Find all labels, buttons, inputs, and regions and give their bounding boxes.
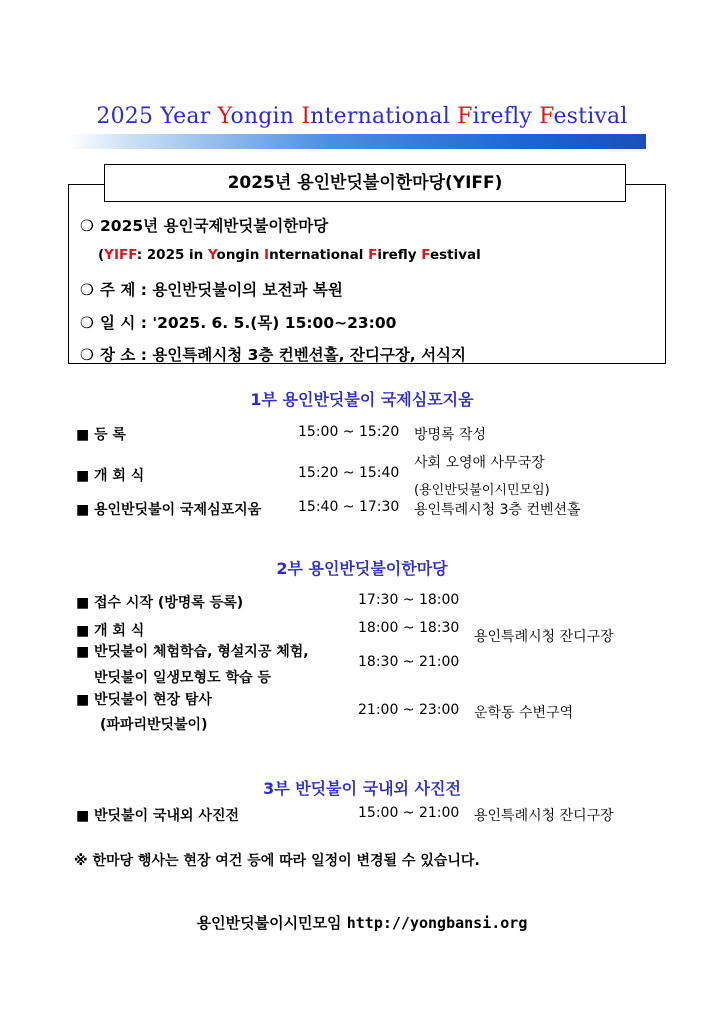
footer xyxy=(0,912,724,933)
p1-row3-label xyxy=(76,499,261,519)
label-text: 반딧불이 국내외 사진전 xyxy=(94,808,239,824)
event-title: 2025년 용인반딧불이한마당(YIFF) xyxy=(104,164,626,202)
square-bullet-icon: ■ xyxy=(76,427,90,443)
banner-letter-i: I xyxy=(301,104,311,129)
square-bullet-icon: ■ xyxy=(76,692,90,708)
p2-place-a: 용인특례시청 잔디구장 xyxy=(474,629,614,645)
p1-row2-label xyxy=(76,465,144,485)
banner-letter-f: F xyxy=(457,104,473,129)
sub-text: estival xyxy=(429,247,481,263)
info-theme-text: 주 제 : 용인반딧불이의 보전과 복원 xyxy=(100,281,343,299)
info-line-theme xyxy=(80,278,343,300)
label-text: 등 록 xyxy=(94,427,126,443)
p3-row1-place: 용인특례시청 잔디구장 xyxy=(474,808,614,824)
p3-row1-label xyxy=(76,805,239,825)
label-text: 개 회 식 xyxy=(94,468,145,484)
banner-text: ongin xyxy=(230,104,302,129)
circle-bullet-icon: ❍ xyxy=(80,314,94,332)
p2-row4-time: 21:00 ~ 23:00 xyxy=(358,702,460,718)
sub-text: ongin xyxy=(216,247,265,263)
info-line-place xyxy=(80,343,466,365)
p2-row1-label xyxy=(76,592,243,612)
footer-url-link[interactable]: http://yongbansi.org xyxy=(346,914,528,932)
festival-banner-title xyxy=(0,104,724,129)
square-bullet-icon: ■ xyxy=(76,595,90,611)
sub-letter-f: F xyxy=(368,247,378,263)
p1-row3-time: 15:40 ~ 17:30 xyxy=(298,499,400,515)
p2-row3-label1 xyxy=(76,641,309,661)
section-title-part2: 2부 용인반딧불이한마당 xyxy=(276,559,448,578)
label-text: 반딧불이 체험학습, 형설지공 체험, xyxy=(94,644,309,660)
sub-letter-f: F xyxy=(421,247,430,263)
p2-row4-place: 운학동 수변구역 xyxy=(474,705,574,721)
info-name-text: 2025년 용인국제반딧불이한마당 xyxy=(100,217,329,235)
circle-bullet-icon: ❍ xyxy=(80,217,94,235)
footer-org: 용인반딧불이시민모임 xyxy=(196,914,347,932)
info-date-text: 일 시 : '2025. 6. 5.(목) 15:00~23:00 xyxy=(100,314,397,332)
p2-row2-label xyxy=(76,620,144,640)
gradient-divider-bar xyxy=(68,134,646,149)
square-bullet-icon: ■ xyxy=(76,644,90,660)
sub-text: nternational xyxy=(269,247,369,263)
p3-row1-time: 15:00 ~ 21:00 xyxy=(358,805,460,821)
info-line-date xyxy=(80,311,396,333)
p1-row3-place: 용인특례시청 3층 컨벤션홀 xyxy=(414,502,581,518)
square-bullet-icon: ■ xyxy=(76,808,90,824)
sub-yiff: YIFF xyxy=(104,247,137,263)
section-title-part3: 3부 반딧불이 국내외 사진전 xyxy=(263,779,461,798)
sub-text: : 2025 in xyxy=(136,247,208,263)
info-subtitle xyxy=(98,247,481,263)
p1-row2-time: 15:20 ~ 15:40 xyxy=(298,465,400,481)
p2-row4-label2: (파파리반딧불이) xyxy=(100,717,208,733)
circle-bullet-icon: ❍ xyxy=(80,346,94,364)
banner-text: 2025 Year xyxy=(96,104,218,129)
schedule-change-note: ※ 한마당 행사는 현장 여건 등에 따라 일정이 변경될 수 있습니다. xyxy=(74,853,480,869)
p2-row3-time: 18:30 ~ 21:00 xyxy=(358,654,460,670)
banner-letter-y: Y xyxy=(217,104,231,129)
square-bullet-icon: ■ xyxy=(76,623,90,639)
p1-row1-place: 방명록 작성 xyxy=(414,427,487,443)
label-text: 반딧불이 현장 탐사 xyxy=(94,692,212,708)
p1-row2-place1: 사회 오영애 사무국장 xyxy=(414,455,545,471)
label-text: 개 회 식 xyxy=(94,623,145,639)
sub-text: irefly xyxy=(377,247,422,263)
info-box xyxy=(68,184,666,364)
sub-letter-y: Y xyxy=(208,247,217,263)
square-bullet-icon: ■ xyxy=(76,468,90,484)
info-line-name xyxy=(80,214,328,236)
label-text: 용인반딧불이 국제심포지움 xyxy=(94,502,262,518)
square-bullet-icon: ■ xyxy=(76,502,90,518)
banner-letter-f: F xyxy=(539,104,554,129)
circle-bullet-icon: ❍ xyxy=(80,281,94,299)
sub-letter-i: I xyxy=(264,247,270,263)
label-text: 접수 시작 (방명록 등록) xyxy=(94,595,244,611)
sub-text: ( xyxy=(98,247,105,263)
banner-text: nternational xyxy=(310,104,458,129)
p1-row1-time: 15:00 ~ 15:20 xyxy=(298,424,400,440)
banner-text: estival xyxy=(553,104,628,129)
p2-row4-label1 xyxy=(76,689,212,709)
p2-row3-label2: 반딧불이 일생모형도 학습 등 xyxy=(94,670,271,686)
section-title-part1: 1부 용인반딧불이 국제심포지움 xyxy=(250,390,474,409)
p1-row2-place2: (용인반딧불이시민모임) xyxy=(414,483,550,498)
banner-text: irefly xyxy=(472,104,540,129)
info-place-text: 장 소 : 용인특례시청 3층 컨벤션홀, 잔디구장, 서식지 xyxy=(100,346,466,364)
p1-row1-label xyxy=(76,424,126,444)
p2-row1-time: 17:30 ~ 18:00 xyxy=(358,592,460,608)
p2-row2-time: 18:00 ~ 18:30 xyxy=(358,620,460,636)
